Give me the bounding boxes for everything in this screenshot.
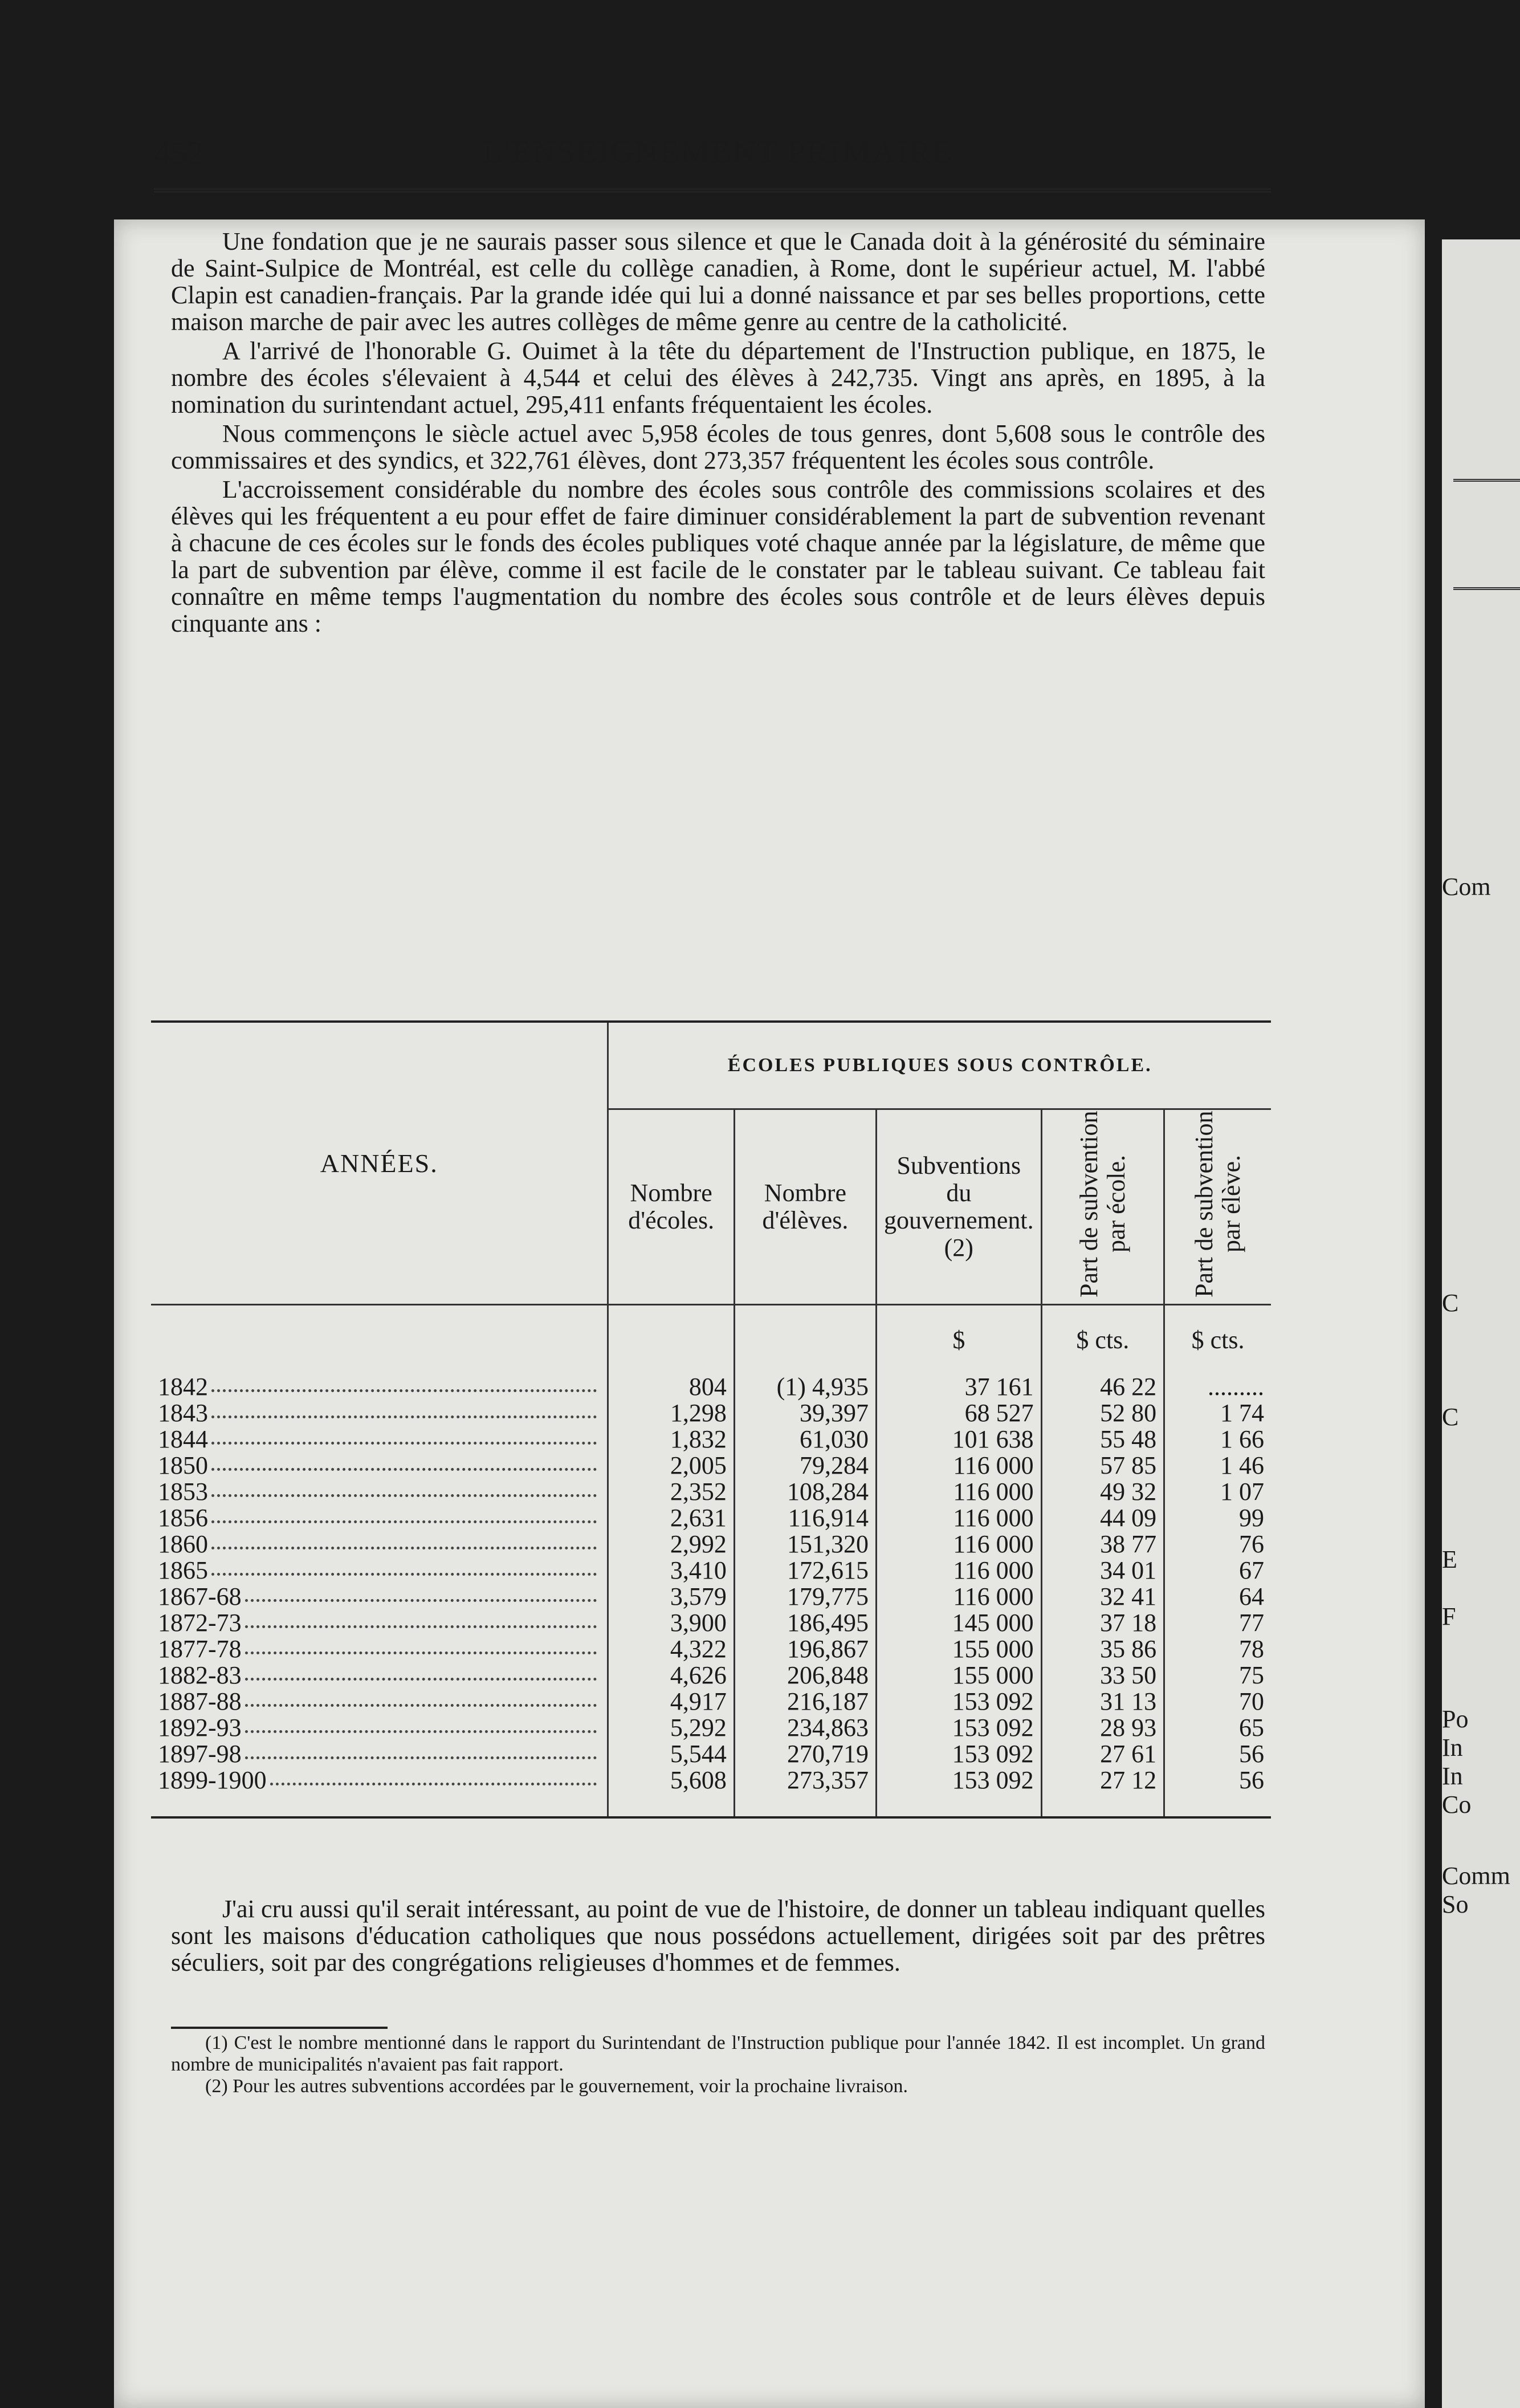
page-number: 452 <box>154 135 203 172</box>
year-label: 1872-73 <box>158 1609 242 1637</box>
table-row <box>151 1374 1271 1400</box>
pupils-cell: 186,495 <box>734 1610 876 1636</box>
dot-leader <box>245 1636 597 1654</box>
per-school-cell: 49 32 <box>1041 1479 1164 1505</box>
year-label: 1897-98 <box>158 1740 242 1768</box>
subsidy-cell: 101 638 <box>876 1426 1041 1453</box>
body-text <box>171 228 1265 637</box>
year-label: 1865 <box>158 1556 208 1584</box>
footnote-rule <box>171 2027 388 2029</box>
year-label: 1867-68 <box>158 1583 242 1610</box>
year-label: 1844 <box>158 1425 208 1453</box>
schools-cell: 3,579 <box>608 1584 734 1610</box>
per-pupil-cell: 99 <box>1164 1505 1271 1531</box>
per-pupil-header: Part de subvention par élève. <box>1164 1109 1271 1305</box>
table-row <box>151 1453 1271 1479</box>
adjacent-rule <box>1453 587 1520 590</box>
schools-cell: 4,626 <box>608 1662 734 1689</box>
schools-cell: 5,544 <box>608 1741 734 1767</box>
dot-leader <box>211 1400 597 1418</box>
pupils-cell: 206,848 <box>734 1662 876 1689</box>
year-cell <box>151 1689 608 1715</box>
subsidy-cell: 153 092 <box>876 1741 1041 1767</box>
adjacent-fragment: Comm <box>1442 1862 1510 1890</box>
table-row <box>151 1557 1271 1584</box>
subsidy-cell: 116 000 <box>876 1453 1041 1479</box>
adjacent-fragment: Po <box>1442 1705 1469 1733</box>
schools-cell: 5,292 <box>608 1715 734 1741</box>
year-cell <box>151 1400 608 1426</box>
per-pupil-cell: 56 <box>1164 1767 1271 1793</box>
per-school-cell: 46 22 <box>1041 1374 1164 1400</box>
unit-label: $ <box>876 1305 1041 1374</box>
dot-leader <box>211 1479 597 1497</box>
pupils-cell: 216,187 <box>734 1689 876 1715</box>
pupils-cell: 151,320 <box>734 1531 876 1557</box>
year-label: 1856 <box>158 1504 208 1532</box>
footnotes <box>171 2032 1265 2097</box>
paragraph: L'accroissement considérable du nombre des écoles sous contrôle des commissions scolaires et des élèves qui les fréquentent a eu pour effet de faire diminuer considérablement la part de subvention revenant à chacune de ces écoles sur le fonds des écoles publiques voté chaque année par la législature, de même que la part de subvention par élève, comme il est facile de le constater par le tableau suivant. Ce tableau fait connaître en même temps l'augmentation du nombre des écoles sous contrôle et de leurs élèves depuis cinquante ans : <box>171 475 1265 637</box>
dot-leader <box>211 1557 597 1576</box>
per-pupil-cell: 64 <box>1164 1584 1271 1610</box>
per-school-cell: 32 41 <box>1041 1584 1164 1610</box>
table-row <box>151 1689 1271 1715</box>
per-pupil-cell: 77 <box>1164 1610 1271 1636</box>
adjacent-page-edge <box>1442 239 1520 2408</box>
dot-leader <box>245 1584 597 1602</box>
table-bottom-spacer <box>151 1793 1271 1817</box>
pupils-cell: 273,357 <box>734 1767 876 1793</box>
schools-statistics-table <box>151 1020 1271 1819</box>
per-school-cell: 44 09 <box>1041 1505 1164 1531</box>
pupils-cell: 179,775 <box>734 1584 876 1610</box>
running-title: L'ENSEIGNEMENT PRIMAIRE <box>482 135 954 170</box>
header-rule <box>154 188 1271 193</box>
year-cell <box>151 1453 608 1479</box>
year-cell <box>151 1374 608 1400</box>
subsidy-cell: 68 527 <box>876 1400 1041 1426</box>
pupils-cell: (1) 4,935 <box>734 1374 876 1400</box>
per-school-cell: 35 86 <box>1041 1636 1164 1662</box>
year-cell <box>151 1767 608 1793</box>
year-label: 1887-88 <box>158 1687 242 1715</box>
per-school-cell: 52 80 <box>1041 1400 1164 1426</box>
unit-label: $ cts. <box>1164 1305 1271 1374</box>
paragraph: Nous commençons le siècle actuel avec 5,958 écoles de tous genres, dont 5,608 sous le contrôle des commissaires et des syndics, et 322,761 élèves, dont 273,357 fréquentent les écoles sous contrôle. <box>171 420 1265 474</box>
adjacent-fragment: C <box>1442 1403 1459 1431</box>
per-school-header: Part de subvention par école. <box>1041 1109 1164 1305</box>
table-row <box>151 1400 1271 1426</box>
schools-cell: 2,352 <box>608 1479 734 1505</box>
schools-cell: 3,900 <box>608 1610 734 1636</box>
subsidy-cell: 116 000 <box>876 1531 1041 1557</box>
schools-cell: 4,322 <box>608 1636 734 1662</box>
pupils-cell: 61,030 <box>734 1426 876 1453</box>
adjacent-fragment: In <box>1442 1762 1463 1790</box>
adjacent-rule <box>1453 479 1520 482</box>
footnote: (2) Pour les autres subventions accordées par le gouvernement, voir la prochaine livraison. <box>205 2076 908 2097</box>
year-cell <box>151 1505 608 1531</box>
year-cell <box>151 1662 608 1689</box>
adjacent-fragment: So <box>1442 1890 1469 1918</box>
adjacent-fragment: Com <box>1442 873 1491 901</box>
table-row <box>151 1531 1271 1557</box>
subsidy-cell: 116 000 <box>876 1479 1041 1505</box>
schools-cell: 2,005 <box>608 1453 734 1479</box>
schools-cell: 2,992 <box>608 1531 734 1557</box>
per-pupil-cell: 1 46 <box>1164 1453 1271 1479</box>
year-cell <box>151 1426 608 1453</box>
per-school-cell: 33 50 <box>1041 1662 1164 1689</box>
schools-cell: 1,832 <box>608 1426 734 1453</box>
pupils-cell: 79,284 <box>734 1453 876 1479</box>
pupils-cell: 196,867 <box>734 1636 876 1662</box>
paragraph: Une fondation que je ne saurais passer sous silence et que le Canada doit à la générosité du séminaire de Saint-Sulpice de Montréal, est celle du collège canadien, à Rome, dont le supérieur actuel, M. l'abbé Clapin est canadien-français. Par la grande idée qui lui a donné naissance et par ses belles proportions, cette maison marche de pair avec les autres collèges de même genre au centre de la catholicité. <box>171 227 1265 336</box>
per-pupil-cell: 1 66 <box>1164 1426 1271 1453</box>
year-label: 1899-1900 <box>158 1766 267 1794</box>
footnote: (1) C'est le nombre mentionné dans le rapport du Surintendant de l'Instruction publique pour l'année 1842. Il est incomplet. Un grand nombre de municipalités n'avaient pas fait rapport. <box>171 2032 1265 2075</box>
closing-text <box>171 1896 1265 1976</box>
year-label: 1882-83 <box>158 1661 242 1689</box>
table-row <box>151 1636 1271 1662</box>
year-label: 1853 <box>158 1478 208 1506</box>
subsidy-cell: 153 092 <box>876 1767 1041 1793</box>
years-header: ANNÉES. <box>320 1149 438 1178</box>
per-school-cell: 27 12 <box>1041 1767 1164 1793</box>
year-label: 1892-93 <box>158 1714 242 1742</box>
dot-leader <box>270 1767 597 1785</box>
table-row <box>151 1715 1271 1741</box>
dot-leader <box>211 1531 597 1549</box>
unit-label: $ cts. <box>1041 1305 1164 1374</box>
table-row <box>151 1426 1271 1453</box>
pupils-cell: 270,719 <box>734 1741 876 1767</box>
per-school-cell: 27 61 <box>1041 1741 1164 1767</box>
year-cell <box>151 1479 608 1505</box>
year-cell <box>151 1741 608 1767</box>
subsidy-cell: 116 000 <box>876 1584 1041 1610</box>
schools-cell: 2,631 <box>608 1505 734 1531</box>
year-label: 1860 <box>158 1530 208 1558</box>
pupils-cell: 116,914 <box>734 1505 876 1531</box>
subsidy-cell: 153 092 <box>876 1689 1041 1715</box>
pupils-cell: 108,284 <box>734 1479 876 1505</box>
adjacent-fragment: In <box>1442 1734 1463 1762</box>
dot-leader <box>245 1662 597 1681</box>
adjacent-fragment: F <box>1442 1602 1456 1630</box>
year-cell <box>151 1557 608 1584</box>
year-label: 1877-78 <box>158 1635 242 1663</box>
year-cell <box>151 1715 608 1741</box>
per-pupil-cell: 56 <box>1164 1741 1271 1767</box>
dot-leader <box>211 1426 597 1445</box>
per-school-cell: 57 85 <box>1041 1453 1164 1479</box>
pupils-cell: 234,863 <box>734 1715 876 1741</box>
adjacent-fragment: Co <box>1442 1791 1472 1819</box>
table-row <box>151 1584 1271 1610</box>
per-pupil-cell: 76 <box>1164 1531 1271 1557</box>
units-row <box>151 1305 1271 1374</box>
pupils-cell: 39,397 <box>734 1400 876 1426</box>
year-cell <box>151 1531 608 1557</box>
year-label: 1850 <box>158 1451 208 1479</box>
table-row <box>151 1610 1271 1636</box>
dot-leader <box>211 1453 597 1471</box>
adjacent-fragment: C <box>1442 1289 1459 1317</box>
per-school-cell: 38 77 <box>1041 1531 1164 1557</box>
per-pupil-cell: 75 <box>1164 1662 1271 1689</box>
adjacent-fragment: E <box>1442 1545 1457 1573</box>
per-school-cell: 28 93 <box>1041 1715 1164 1741</box>
schools-count-header: Nombre d'écoles. <box>608 1109 734 1305</box>
per-pupil-cell: 1 74 <box>1164 1400 1271 1426</box>
table-row <box>151 1662 1271 1689</box>
page-header <box>154 134 1282 180</box>
per-pupil-cell: 1 07 <box>1164 1479 1271 1505</box>
year-cell <box>151 1636 608 1662</box>
paragraph: J'ai cru aussi qu'il serait intéressant, au point de vue de l'histoire, de donner un tableau indiquant quelles sont les maisons d'éducation catholiques que nous possédons actuellement, dirigées soit par des prêtres séculiers, soit par des congrégations religieuses d'hommes et de femmes. <box>171 1895 1265 1976</box>
year-label: 1842 <box>158 1373 208 1401</box>
subsidy-cell: 116 000 <box>876 1557 1041 1584</box>
dot-leader <box>245 1610 597 1628</box>
schools-cell: 5,608 <box>608 1767 734 1793</box>
year-cell <box>151 1610 608 1636</box>
subsidy-cell: 145 000 <box>876 1610 1041 1636</box>
paragraph: A l'arrivé de l'honorable G. Ouimet à la tête du département de l'Instruction publique, en 1875, le nombre des écoles s'élevaient à 4,544 et celui des élèves à 242,735. Vingt ans après, en 1895, à la nomination du surintendant actuel, 295,411 enfants fréquentaient les écoles. <box>171 337 1265 418</box>
group-header: ÉCOLES PUBLIQUES SOUS CONTRÔLE. <box>608 1022 1271 1109</box>
dot-leader <box>245 1741 597 1759</box>
subsidy-header: Subventions du gouvernement. (2) <box>876 1109 1041 1305</box>
schools-cell: 4,917 <box>608 1689 734 1715</box>
subsidy-cell: 155 000 <box>876 1662 1041 1689</box>
schools-cell: 3,410 <box>608 1557 734 1584</box>
per-school-cell: 37 18 <box>1041 1610 1164 1636</box>
per-pupil-cell: 65 <box>1164 1715 1271 1741</box>
per-pupil-cell: 78 <box>1164 1636 1271 1662</box>
per-pupil-cell: 70 <box>1164 1689 1271 1715</box>
schools-cell: 1,298 <box>608 1400 734 1426</box>
subsidy-cell: 155 000 <box>876 1636 1041 1662</box>
subsidy-cell: 116 000 <box>876 1505 1041 1531</box>
per-school-cell: 31 13 <box>1041 1689 1164 1715</box>
table-row <box>151 1479 1271 1505</box>
per-school-cell: 55 48 <box>1041 1426 1164 1453</box>
table-row <box>151 1767 1271 1793</box>
per-school-cell: 34 01 <box>1041 1557 1164 1584</box>
per-pupil-cell: ......... <box>1164 1374 1271 1400</box>
dot-leader <box>245 1689 597 1707</box>
pupils-cell: 172,615 <box>734 1557 876 1584</box>
per-pupil-cell: 67 <box>1164 1557 1271 1584</box>
dot-leader <box>245 1715 597 1733</box>
subsidy-cell: 153 092 <box>876 1715 1041 1741</box>
schools-cell: 804 <box>608 1374 734 1400</box>
dot-leader <box>211 1505 597 1523</box>
year-label: 1843 <box>158 1399 208 1427</box>
year-cell <box>151 1584 608 1610</box>
table-row <box>151 1741 1271 1767</box>
table-row <box>151 1505 1271 1531</box>
subsidy-cell: 37 161 <box>876 1374 1041 1400</box>
pupils-count-header: Nombre d'élèves. <box>734 1109 876 1305</box>
dot-leader <box>211 1374 597 1392</box>
